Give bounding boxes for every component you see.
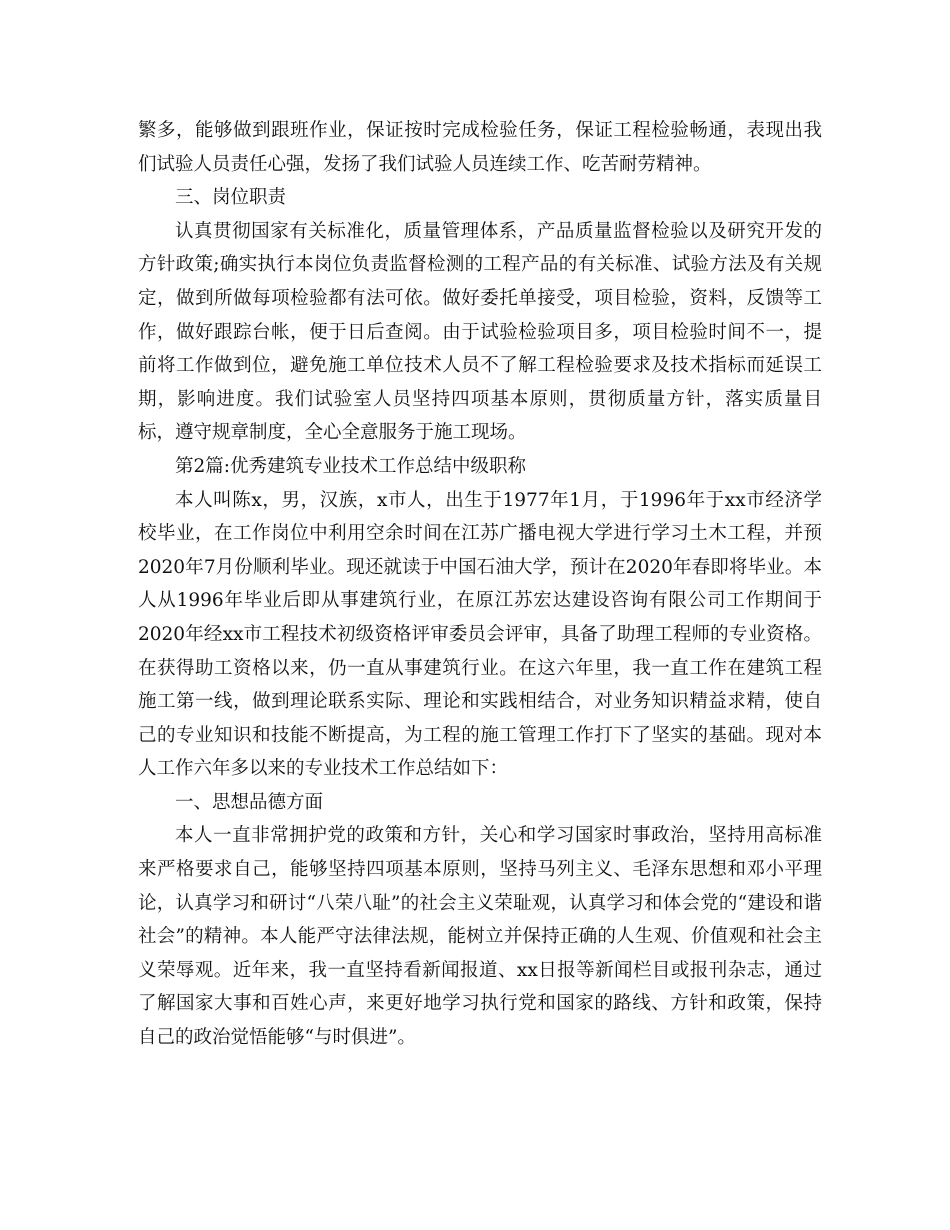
paragraph-continued: 繁多，能够做到跟班作业，保证按时完成检验任务，保证工程检验畅通，表现出我们试验人员责任心强，发扬了我们试验人员连续工作、吃苦耐劳精神。 [138, 120, 822, 175]
article-title: 第2篇:优秀建筑专业技术工作总结中级职称 [175, 455, 527, 477]
paragraph-introduction: 本人叫陈x，男，汉族，x市人，出生于1977年1月，于1996年于xx市经济学校毕业，在工作岗位中利用空余时间在江苏广播电视大学进行学习土木工程，并预2020年7月份顺利毕业。现还就读于中国石油大学，预计在2020年春即将毕业。本人从1996年毕业后即从事建筑行业，在原江苏宏达建设咨询有限公司工作期间于2020年经xx市工程技术初级资格评审委员会评审，具备了助理工程师的专业资格。在获得助工资格以来，仍一直从事建筑行业。在这六年里，我一直工作在建筑工程施工第一线，做到理论联系实际、理论和实践相结合，对业务知识精益求精，使自己的专业知识和技能不断提高，为工程的施工管理工作打下了坚实的基础。现对本人工作六年多以来的专业技术工作总结如下： [138, 489, 822, 780]
paragraph-ideology: 本人一直非常拥护党的政策和方针，关心和学习国家时事政治，坚持用高标准来严格要求自己，能够坚持四项基本原则，坚持马列主义、毛泽东思想和邓小平理论，认真学习和研讨“八荣八耻”的社会主义荣耻观，认真学习和体会党的“建设和谐社会”的精神。本人能严守法律法规，能树立并保持正确的人生观、价值观和社会主义荣辱观。近年来，我一直坚持看新闻报道、xx日报等新闻栏目或报刊杂志，通过了解国家大事和百姓心声，来更好地学习执行党和国家的路线、方针和政策，保持自己的政治觉悟能够“与时俱进”。 [138, 825, 822, 1049]
paragraph-duties: 认真贯彻国家有关标准化，质量管理体系，产品质量监督检验以及研究开发的方针政策;确实执行本岗位负责监督检测的工程产品的有关标准、试验方法及有关规定，做到所做每项检验都有法可依。做好委托单接受，项目检验，资料，反馈等工作，做好跟踪台帐，便于日后查阅。由于试验检验项目多，项目检验时间不一，提前将工作做到位，避免施工单位技术人员不了解工程检验要求及技术指标而延误工期，影响进度。我们试验室人员坚持四项基本原则，贯彻质量方针，落实质量目标，遵守规章制度，全心全意服务于施工现场。 [138, 220, 822, 444]
document-body [138, 114, 822, 1055]
section-heading-duties: 三、岗位职责 [175, 187, 287, 209]
section-heading-ideology: 一、思想品德方面 [175, 791, 324, 813]
